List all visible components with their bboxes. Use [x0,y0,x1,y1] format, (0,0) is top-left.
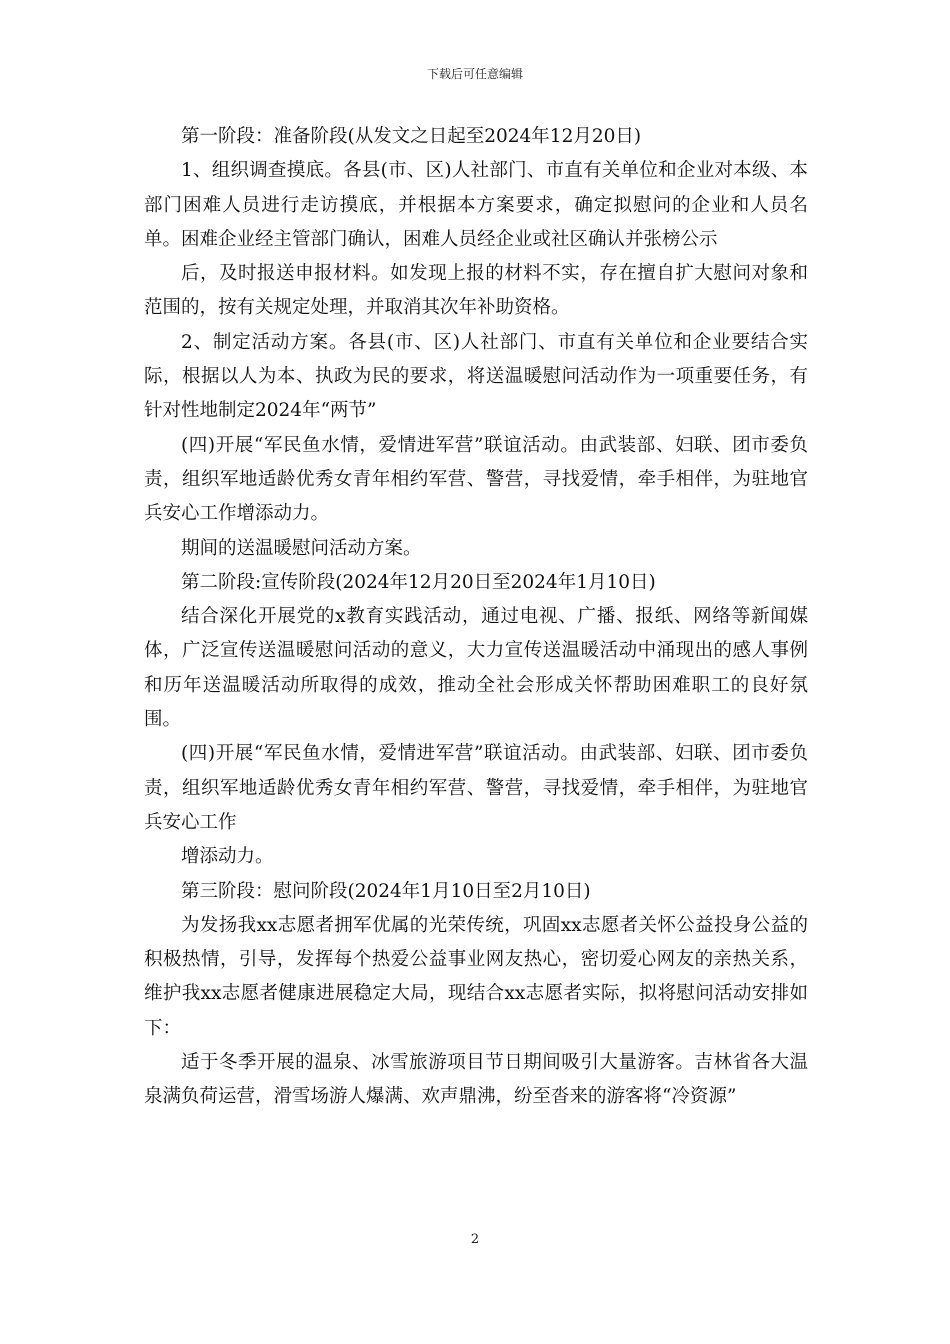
paragraph-report-materials: 后，及时报送申报材料。如发现上报的材料不实，存在擅自扩大慰问对象和范围的，按有关规定处理，并取消其次年补助资格。 [144,263,808,319]
paragraph-stage-two-title: 第二阶段:宣传阶段(2024年12月20日至2024年1月10日) [181,571,656,593]
document-body [144,120,808,1115]
page-header-note: 下载后可任意编辑 [426,67,523,81]
paragraph-plan: 2、制定活动方案。各县(市、区)人社部门、市直有关单位和企业要结合实际，根据以人为本、执政为民的要求，将送温暖慰问活动作为一项重要任务，有针对性地制定2024年“两节” [144,331,808,422]
paragraph-stage-three-title: 第三阶段：慰问阶段(2024年1月10日至2月10日) [181,880,591,902]
paragraph-survey: 1、组织调查摸底。各县(市、区)人社部门、市直有关单位和企业对本级、本部门困难人员进行走访摸底，并根据本方案要求，确定拟慰问的企业和人员名单。困难企业经主管部门确认，困难人员经企业或社区确认并张榜公示 [144,160,808,250]
paragraph-event-four-a: (四)开展“军民鱼水情，爱情进军营”联谊活动。由武装部、妇联、团市委负责，组织军地适龄优秀女青年相约军营、警营，寻找爱情，牵手相伴，为驻地官兵安心工作增添动力。 [144,434,808,525]
paragraph-volunteers: 为发扬我xx志愿者拥军优属的光荣传统，巩固xx志愿者关怀公益投身公益的积极热情，引导，发挥每个热爱公益事业网友热心，密切爱心网友的亲热关系，维护我xx志愿者健康进展稳定大局，现结合xx志愿者实际，拟将慰问活动安排如下： [144,914,808,1039]
paragraph-event-four-b-end: 增添动力。 [181,846,274,868]
paragraph-publicity: 结合深化开展党的x教育实践活动，通过电视、广播、报纸、网络等新闻媒体，广泛宣传送温暖慰问活动的意义，大力宣传送温暖活动中涌现出的感人事例和历年送温暖活动所取得的成效，推动全社会形成关怀帮助困难职工的良好氛围。 [144,606,808,731]
page-number: 2 [470,1232,480,1247]
paragraph-event-four-b: (四)开展“军民鱼水情，爱情进军营”联谊活动。由武装部、妇联、团市委负责，组织军地适龄优秀女青年相约军营、警营，寻找爱情，牵手相伴，为驻地官兵安心工作 [144,743,808,833]
paragraph-stage-one-title: 第一阶段：准备阶段(从发文之日起至2024年12月20日) [181,126,642,147]
paragraph-winter-tourism: 适于冬季开展的温泉、冰雪旅游项目节日期间吸引大量游客。吉林省各大温泉满负荷运营，滑雪场游人爆满、欢声鼎沸，纷至沓来的游客将“冷资源” [144,1052,808,1108]
paragraph-plan-continued: 期间的送温暖慰问活动方案。 [181,537,422,559]
